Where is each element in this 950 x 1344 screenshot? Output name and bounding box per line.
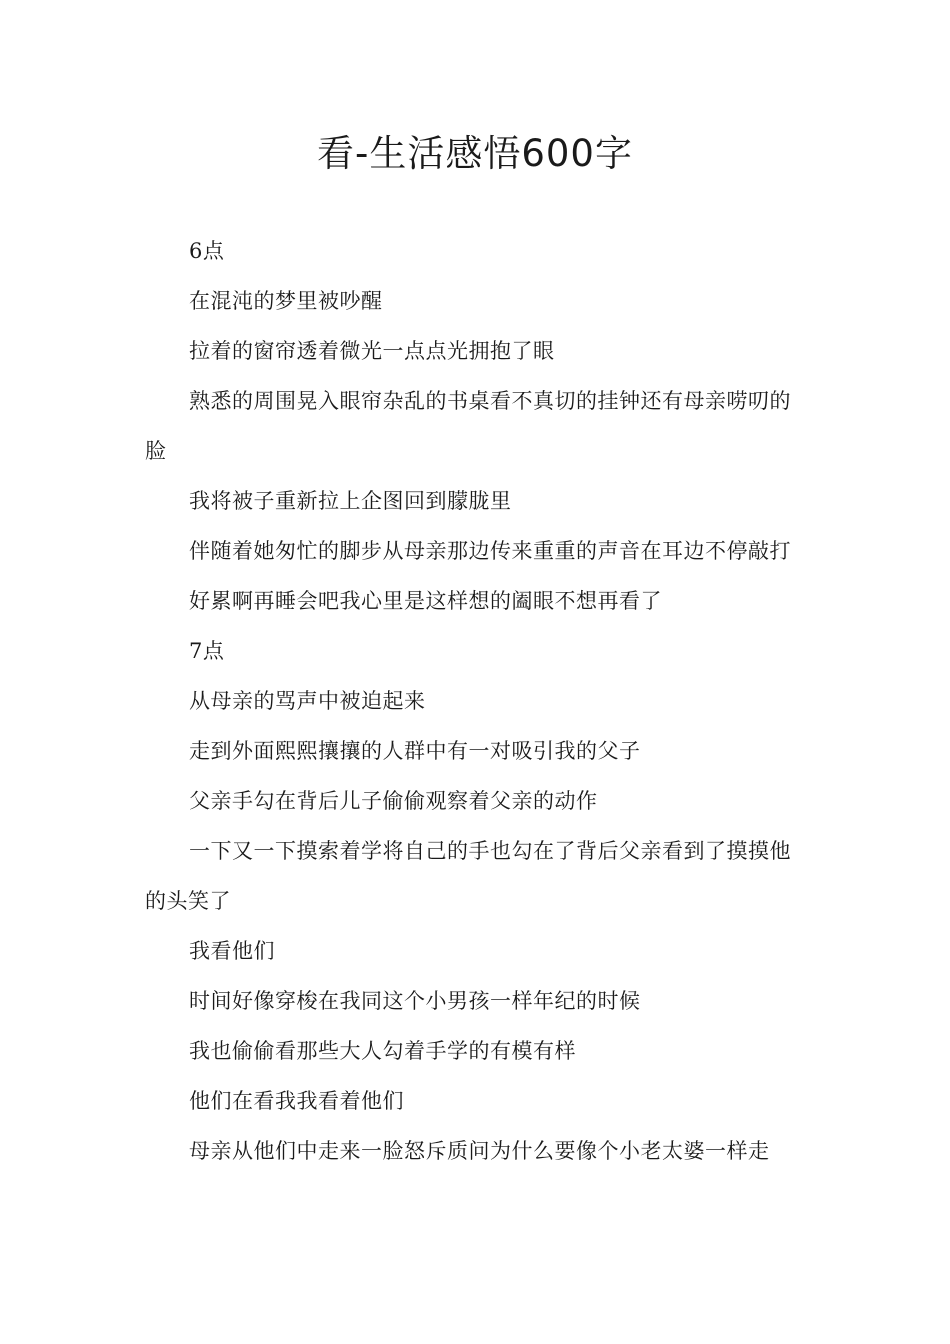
paragraph: 我也偷偷看那些大人勾着手学的有模有样 [189, 1039, 576, 1063]
paragraph: 熟悉的周围晃入眼帘杂乱的书桌看不真切的挂钟还有母亲唠叨的脸 [145, 389, 791, 463]
paragraph: 7点 [189, 639, 225, 663]
paragraph: 时间好像穿梭在我同这个小男孩一样年纪的时候 [189, 989, 641, 1013]
paragraph: 走到外面熙熙攘攘的人群中有一对吸引我的父子 [189, 739, 641, 763]
paragraph: 母亲从他们中走来一脸怒斥质问为什么要像个小老太婆一样走 [189, 1139, 770, 1163]
paragraph: 好累啊再睡会吧我心里是这样想的阖眼不想再看了 [189, 589, 662, 613]
paragraph: 伴随着她匆忙的脚步从母亲那边传来重重的声音在耳边不停敲打 [189, 539, 791, 563]
paragraph: 从母亲的骂声中被迫起来 [189, 689, 426, 713]
paragraph: 在混沌的梦里被吵醒 [189, 289, 383, 313]
paragraph: 我将被子重新拉上企图回到朦胧里 [189, 489, 512, 513]
paragraph: 6点 [189, 239, 225, 263]
paragraph: 拉着的窗帘透着微光一点点光拥抱了眼 [189, 339, 555, 363]
document-title: 看-生活感悟600字 [317, 132, 633, 175]
paragraph: 我看他们 [189, 939, 275, 963]
paragraph: 一下又一下摸索着学将自己的手也勾在了背后父亲看到了摸摸他的头笑了 [145, 839, 791, 913]
paragraph: 父亲手勾在背后儿子偷偷观察着父亲的动作 [189, 789, 598, 813]
paragraph: 他们在看我我看着他们 [189, 1089, 404, 1113]
document-body [145, 226, 807, 1176]
